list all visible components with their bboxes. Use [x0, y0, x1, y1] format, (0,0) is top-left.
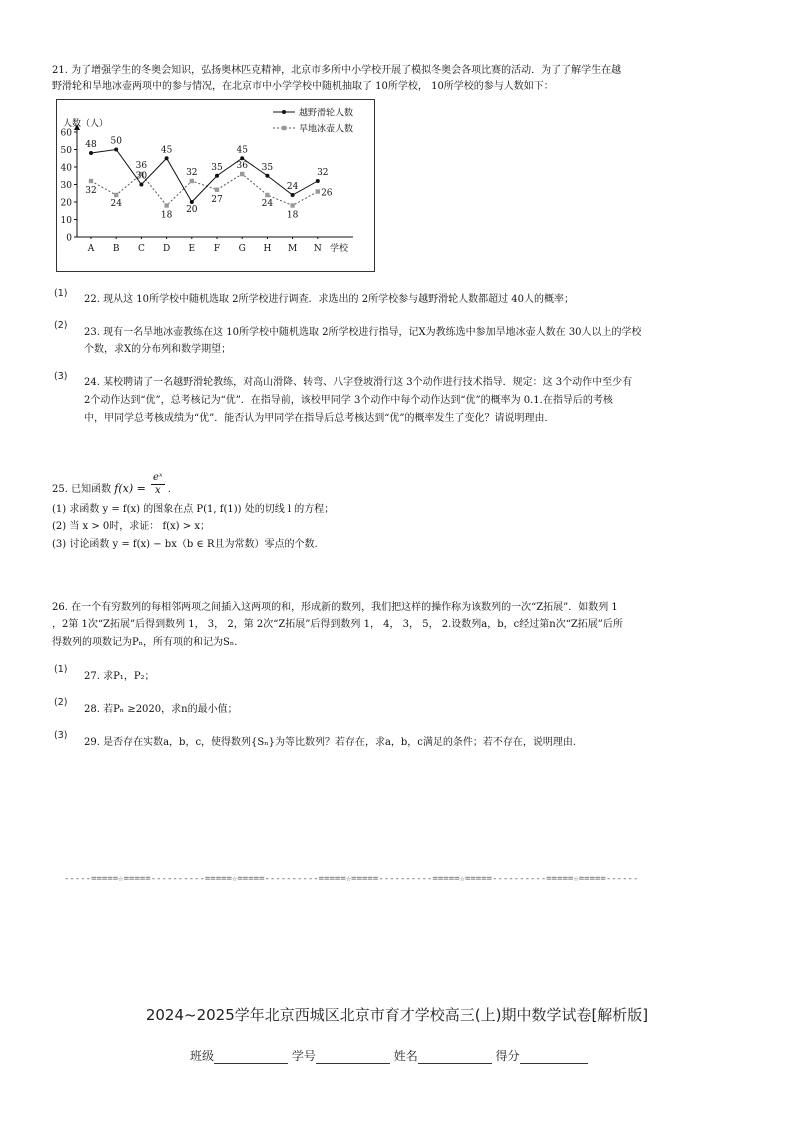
q25-stem	[52, 472, 171, 502]
x-tick-label: M	[287, 244, 298, 254]
curling-data-label: 26	[321, 188, 333, 199]
skiing-data-label: 50	[110, 136, 122, 147]
q26-stem-line1: 26. 在一个有穷数列的每相邻两项之间插入这两项的和，形成新的数列，我们把这样的操作称为该数列的一次“Z拓展”．如数列 1	[52, 602, 618, 613]
curling-point	[164, 203, 168, 207]
curling-point	[240, 172, 244, 176]
curling-data-label: 32	[186, 168, 198, 178]
q21-sub3-marker: (3)	[54, 371, 68, 382]
q26-stem-line2: ，2第 1次“Z拓展”后得到数列 1， 3， 2，第 2次“Z拓展”后得到数列 1， 4， 3， 5， 2.设数列a，b，c经过第n次“Z拓展”后所	[52, 619, 623, 630]
x-tick-label: H	[263, 244, 272, 254]
q25-part1: (1) 求函数 y = f(x) 的图象在点 P(1, f(1)) 处的切线 l 的方程；	[52, 504, 335, 515]
q26-stem-line3: 得数列的项数记为Pₙ，所有项的和记为Sₙ.	[52, 637, 238, 648]
id-blank[interactable]	[316, 1051, 390, 1064]
y-axis-label: 人数（人）	[63, 119, 109, 129]
x-tick-label: G	[238, 244, 246, 254]
score-blank[interactable]	[520, 1051, 588, 1064]
y-tick-label: 20	[60, 198, 72, 209]
x-tick-label: N	[313, 244, 322, 254]
q25-intro: 25. 已知函数	[52, 484, 112, 495]
skiing-data-label: 35	[211, 162, 223, 173]
score-label: 得分	[495, 1049, 520, 1063]
y-tick-label: 60	[60, 128, 72, 139]
section-divider: -----=====☆=====----------=====☆=====----------=====☆=====----------=====☆=====----------=====☆=====------	[64, 874, 639, 884]
curling-point	[265, 193, 269, 197]
curling-data-label: 27	[211, 194, 223, 205]
class-label: 班级	[190, 1049, 215, 1063]
line-chart	[57, 100, 374, 271]
q26-sub2-text: 28. 若Pₙ ≥2020，求n的最小值；	[84, 704, 238, 715]
q21-sub2-line2: 个数，求X的分布列和数学期望；	[84, 344, 232, 355]
curling-point	[215, 188, 219, 192]
skiing-data-label: 32	[317, 168, 329, 178]
y-tick-label: 0	[66, 233, 72, 244]
series-line-skiing	[91, 150, 318, 203]
x-tick-label: E	[188, 244, 196, 254]
x-axis-label: 学校	[330, 244, 349, 254]
q21-sub1-text: 22. 现从这 10所学校中随机选取 2所学校进行调查．求选出的 2所学校参与越野滑轮人数都超过 40人的概率；	[84, 294, 574, 305]
q25-part3: (3) 讨论函数 y = f(x) − bx（b ∈ R且为常数）零点的个数.	[52, 539, 318, 550]
curling-point	[114, 193, 118, 197]
q21-sub3-line3: 中，甲同学总考核成绩为“优”．能否认为甲同学在指导后总考核达到“优”的概率发生了变化？请说明理由．	[84, 413, 555, 424]
skiing-point	[190, 200, 194, 204]
q25-period: .	[167, 484, 171, 495]
curling-data-label: 32	[85, 186, 97, 196]
curling-point	[316, 189, 320, 193]
q25-fx: f(x) =	[114, 482, 146, 495]
q21-sub2-marker: (2)	[54, 320, 68, 331]
skiing-point	[114, 148, 118, 152]
skiing-data-label: 20	[186, 205, 198, 215]
id-label: 学号	[291, 1049, 316, 1063]
curling-data-label: 18	[286, 210, 299, 221]
curling-data-label: 36	[135, 161, 148, 171]
x-tick-label: C	[137, 244, 145, 254]
skiing-data-label: 24	[286, 182, 299, 192]
skiing-point	[139, 183, 143, 187]
skiing-data-label: 45	[160, 145, 173, 156]
q21-sub2-line1: 23. 现有一名旱地冰壶教练在这 10所学校中随机选取 2所学校进行指导，记X为教练选中参加旱地冰壶人数在 30人以上的学校	[84, 327, 642, 338]
q25-part2: (2) 当 x > 0时，求证： f(x) > x；	[52, 521, 210, 532]
skiing-point	[215, 174, 219, 178]
q25-numerator: eˣ	[153, 472, 163, 483]
q26-sub1-text: 27. 求P₁，P₂；	[84, 671, 155, 682]
skiing-point	[316, 179, 320, 183]
class-blank[interactable]	[214, 1051, 288, 1064]
skiing-data-label: 45	[236, 145, 248, 156]
legend-curling-marker	[282, 126, 286, 130]
q21-stem-line2: 野滑轮和旱地冰壶两项中的参与情况，在北京市中小学学校中随机抽取了 10所学校， 10所学校的参与人数如下：	[52, 81, 554, 92]
y-tick-label: 10	[60, 216, 72, 226]
legend-skiing-label: 越野滑轮人数	[299, 108, 354, 119]
q26-sub3-marker: (3)	[54, 730, 68, 741]
curling-point	[290, 203, 294, 207]
skiing-point	[165, 156, 169, 160]
skiing-point	[291, 193, 295, 197]
skiing-point	[240, 156, 244, 160]
chart-frame	[56, 99, 375, 272]
x-tick-label: D	[162, 244, 171, 254]
curling-data-label: 24	[261, 199, 274, 209]
student-info-line	[190, 1047, 588, 1064]
q26-sub2-marker: (2)	[54, 697, 68, 708]
name-blank[interactable]	[418, 1051, 492, 1064]
q25-fraction	[151, 472, 164, 497]
legend-skiing-marker	[282, 110, 286, 114]
curling-data-label: 24	[110, 199, 122, 209]
skiing-data-label: 35	[261, 162, 274, 173]
skiing-point	[265, 174, 269, 178]
q21-sub3-line1: 24. 某校聘请了一名越野滑轮教练，对高山滑降、转弯、八字登坡滑行这 3个动作进行技术指导．规定：这 3个动作中至少有	[84, 377, 633, 388]
name-label: 姓名	[393, 1049, 418, 1063]
x-tick-label: B	[112, 244, 120, 254]
curling-data-label: 36	[236, 161, 248, 171]
y-tick-label: 50	[60, 146, 72, 156]
skiing-data-label: 48	[85, 140, 97, 150]
q21-stem-line1: 21. 为了增强学生的冬奥会知识，弘扬奥林匹克精神，北京市多所中小学校开展了模拟冬奥会各项比赛的活动．为了了解学生在越	[52, 65, 622, 76]
q26-sub1-marker: (1)	[54, 664, 68, 675]
legend-curling-label: 旱地冰壶人数	[299, 124, 354, 135]
q25-denominator: x	[154, 485, 161, 496]
curling-data-label: 18	[160, 210, 173, 221]
skiing-data-label: 30	[135, 171, 148, 182]
exam-title: 2024~2025学年北京西城区北京市育才学校高三(上)期中数学试卷[解析版]	[145, 1006, 649, 1024]
q21-sub1-marker: (1)	[54, 288, 68, 299]
y-tick-label: 40	[60, 163, 72, 174]
x-tick-label: F	[213, 244, 221, 254]
q21-sub3-line2: 2个动作达到“优”，总考核记为“优”．在指导前，该校甲同学 3个动作中每个动作达到“优”的概率为 0.1.在指导后的考核	[84, 395, 613, 406]
y-tick-label: 30	[60, 181, 72, 191]
x-tick-label: A	[87, 244, 95, 254]
q26-sub3-text: 29. 是否存在实数a，b，c，使得数列{Sₙ}为等比数列？若存在，求a，b，c满足的条件；若不存在，说明理由.	[84, 737, 577, 748]
skiing-point	[89, 151, 93, 155]
curling-point	[89, 179, 93, 183]
curling-point	[190, 179, 194, 183]
